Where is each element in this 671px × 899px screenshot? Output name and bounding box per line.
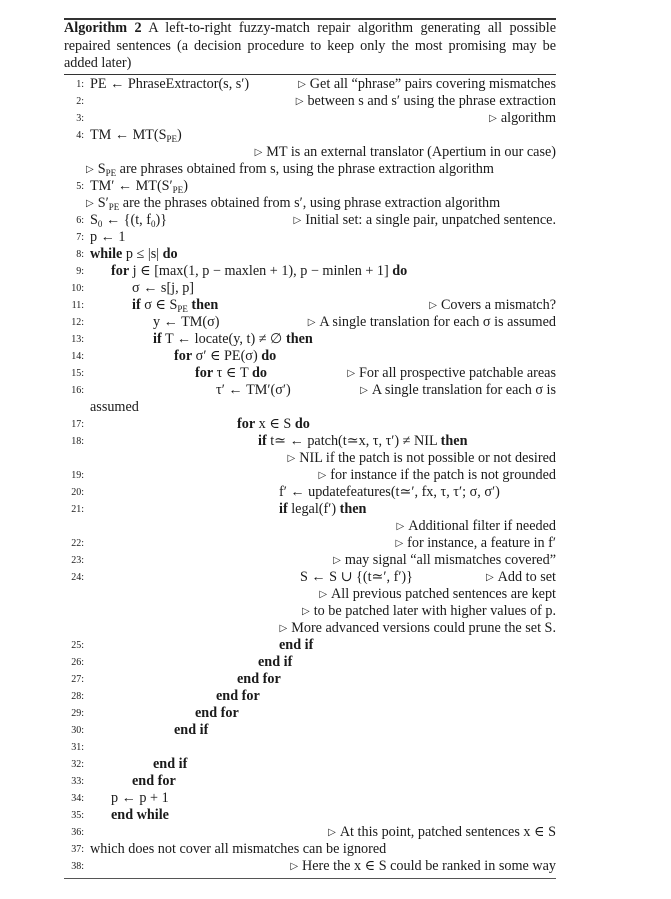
comment (255, 144, 556, 161)
keyword: do (261, 348, 277, 364)
algorithm-line (64, 637, 556, 654)
line-number: 35: (71, 810, 84, 821)
keyword: do (294, 416, 310, 432)
code-text: τ ∈ T (213, 365, 252, 381)
algorithm-line (64, 195, 556, 212)
comment-text: algorithm (500, 110, 556, 126)
code-statement (153, 331, 313, 348)
comment (280, 620, 556, 637)
code-text: S ← S ∪ {(t≃′, f′)} (300, 569, 413, 585)
code-statement (279, 637, 313, 654)
code-text: τ′ ← TM′(σ′) (216, 382, 291, 398)
keyword: end for (132, 773, 176, 789)
code-statement (132, 773, 176, 790)
line-number: 31: (71, 742, 84, 753)
algorithm-line (64, 790, 556, 807)
comment-text: Covers a mismatch? (440, 297, 556, 313)
comment (298, 76, 556, 93)
algorithm-line (64, 127, 556, 144)
code-subscript: 0 (150, 219, 156, 229)
comment-text: All previous patched sentences are kept (331, 586, 556, 602)
code-text: p ← p + 1 (111, 790, 169, 806)
algorithm-line (64, 229, 556, 246)
keyword: end if (258, 654, 293, 670)
line-number: 30: (71, 725, 84, 736)
algorithm-line (64, 246, 556, 263)
code-statement (111, 790, 169, 807)
keyword: end if (279, 637, 314, 653)
line-number: 34: (71, 793, 84, 804)
comment-text: Get all “phrase” pairs covering mismatches (309, 76, 556, 92)
line-number: 23: (71, 555, 84, 566)
code-statement (237, 416, 310, 433)
line-number: 29: (71, 708, 84, 719)
algorithm-line (64, 858, 556, 875)
comment-triangle-icon: ▷ (290, 861, 299, 872)
keyword: for (237, 416, 256, 432)
algorithm-line (64, 365, 556, 382)
algorithm-line (64, 76, 556, 93)
keyword: while (90, 246, 123, 262)
line-number: 36: (71, 827, 84, 838)
code-text: T ← locate(y, t) ≠ ∅ (161, 331, 286, 347)
algorithm-line (64, 807, 556, 824)
keyword: end if (153, 756, 188, 772)
comment (347, 365, 556, 382)
algorithm-line (64, 314, 556, 331)
code-text: which does not cover all mismatches can be ignored (90, 841, 387, 857)
comment-text: Additional filter if needed (408, 518, 556, 534)
algorithm-line (64, 450, 556, 467)
keyword: for (174, 348, 193, 364)
algorithm-line (64, 671, 556, 688)
line-number: 24: (71, 572, 84, 583)
comment (86, 195, 500, 212)
code-statement (279, 501, 366, 518)
comment-triangle-icon: ▷ (396, 521, 405, 532)
algorithm-line (64, 824, 556, 841)
line-number: 27: (71, 674, 84, 685)
code-statement (195, 705, 239, 722)
comment (486, 569, 556, 586)
code-statement (90, 76, 249, 93)
code-statement (258, 654, 292, 671)
keyword: do (392, 263, 408, 279)
algorithm-line (64, 569, 556, 586)
line-number: 7: (76, 232, 84, 243)
algorithm-line (64, 212, 556, 229)
algorithm-line (64, 433, 556, 450)
algorithm-line (64, 773, 556, 790)
line-number: 16: (71, 385, 84, 396)
line-number: 15: (71, 368, 84, 379)
comment (397, 518, 556, 535)
comment-text: Add to set (497, 569, 556, 585)
algorithm-line (64, 535, 556, 552)
code-text: y ← TM(σ) (153, 314, 220, 330)
line-number: 11: (71, 300, 84, 311)
algorithm-lines (64, 76, 556, 875)
algorithm-line (64, 161, 556, 178)
code-text-end: )} (155, 212, 168, 228)
algorithm-line (64, 705, 556, 722)
comment-triangle-icon: ▷ (287, 453, 296, 464)
algorithm-line (64, 756, 556, 773)
algorithm-line (64, 178, 556, 195)
comment-triangle-icon: ▷ (347, 368, 356, 379)
keyword: then (339, 501, 367, 517)
comment-triangle-icon: ▷ (307, 317, 316, 328)
algorithm-line (64, 297, 556, 314)
line-number: 1: (76, 79, 84, 90)
code-statement (279, 484, 500, 501)
code-text: σ ∈ S (140, 297, 178, 313)
caption-text: A left-to-right fuzzy-match repair algorithm generating all possible repaired sentences (a decision procedure to keep only the most promising may be added later) (64, 20, 556, 71)
comment-triangle-icon: ▷ (298, 79, 306, 90)
comment (294, 212, 556, 229)
bottom-rule (64, 878, 556, 879)
comment-text: At this point, patched sentences x ∈ S (339, 824, 556, 840)
keyword: then (440, 433, 468, 449)
caption-label: Algorithm 2 (64, 20, 142, 36)
algorithm-line (64, 688, 556, 705)
line-number: 33: (71, 776, 84, 787)
code-statement (300, 569, 413, 586)
keyword: for (111, 263, 130, 279)
code-text: j ∈ [max(1, p − maxlen + 1), p − minlen + 1] (129, 263, 393, 279)
line-number: 38: (71, 861, 84, 872)
comment (290, 858, 556, 875)
comment-triangle-icon: ▷ (360, 385, 368, 396)
keyword: for (195, 365, 214, 381)
code-text: p ≤ |s| (122, 246, 163, 262)
comment (302, 603, 556, 620)
code-subscript: PE (172, 185, 184, 195)
code-text: t≃ ← patch(t≃x, τ, τ′) ≠ NIL (266, 433, 441, 449)
keyword: if (153, 331, 162, 347)
code-statement (90, 246, 178, 263)
algorithm-line (64, 382, 556, 416)
comment-text: for instance, a feature in f′ (407, 535, 556, 551)
code-text: f′ ← updatefeatures(t≃′, fx, τ, τ′; σ, σ′) (279, 484, 500, 500)
line-number: 14: (71, 351, 84, 362)
comment-wrap: assumed (90, 399, 139, 415)
algorithm-line (64, 280, 556, 297)
comment-text: More advanced versions could prune the set S. (291, 620, 556, 636)
line-number: 2: (76, 96, 84, 107)
line-number: 20: (71, 487, 84, 498)
comment-triangle-icon: ▷ (328, 827, 336, 838)
algorithm-line (64, 552, 556, 569)
comment-text: S (97, 161, 106, 177)
line-number: 6: (76, 215, 84, 226)
comment-text: may signal “all mismatches covered” (344, 552, 556, 568)
comment (296, 93, 556, 110)
keyword: end for (237, 671, 281, 687)
keyword: if (258, 433, 267, 449)
comment-text: NIL if the patch is not possible or not desired (299, 450, 556, 466)
line-number: 4: (76, 130, 84, 141)
comment (86, 161, 494, 178)
code-text: TM′ ← MT(S′ (90, 178, 173, 194)
comment-triangle-icon: ▷ (333, 555, 341, 566)
comment (489, 110, 556, 127)
line-number: 22: (71, 538, 84, 549)
algorithm-line (64, 93, 556, 110)
comment-triangle-icon: ▷ (319, 589, 328, 600)
keyword: end while (111, 807, 169, 823)
algorithm-line (64, 518, 556, 535)
algorithm-line (64, 484, 556, 501)
code-text: PE ← PhraseExtractor(s, s′) (90, 76, 250, 92)
algorithm-line (64, 603, 556, 620)
algorithm-line (64, 467, 556, 484)
algorithm-line (64, 654, 556, 671)
line-number: 18: (71, 436, 84, 447)
comment-text: MT is an external translator (Apertium in our case) (266, 144, 556, 160)
code-text: legal(f′) (287, 501, 340, 517)
comment (395, 535, 556, 552)
line-number: 17: (71, 419, 84, 430)
code-statement (132, 280, 194, 297)
comment-triangle-icon: ▷ (302, 606, 310, 617)
keyword: do (251, 365, 267, 381)
algorithm-line (64, 416, 556, 433)
line-number: 32: (71, 759, 84, 770)
comment-text: A single translation for each σ is (371, 382, 556, 398)
comment (333, 552, 556, 569)
algorithm-line (64, 110, 556, 127)
algorithm-line (64, 144, 556, 161)
algorithm-line (64, 586, 556, 603)
code-text: σ ← s[j, p] (132, 280, 195, 296)
algorithm-line (64, 331, 556, 348)
comment-text: to be patched later with higher values of p. (313, 603, 556, 619)
code-subscript: PE (166, 134, 177, 144)
comment-triangle-icon: ▷ (485, 572, 494, 583)
comment (319, 586, 556, 603)
comment-triangle-icon: ▷ (295, 96, 304, 107)
keyword: if (279, 501, 288, 517)
keyword: if (132, 297, 141, 313)
comment-triangle-icon: ▷ (254, 147, 263, 158)
keyword: end for (195, 705, 239, 721)
comment-text: for instance if the patch is not grounded (330, 467, 556, 483)
comment-text: A single translation for each σ is assumed (319, 314, 556, 330)
comment (328, 824, 556, 841)
keyword: then (285, 331, 313, 347)
line-number: 26: (71, 657, 84, 668)
code-statement (195, 365, 267, 382)
line-number: 19: (71, 470, 84, 481)
comment-text: Here the x ∈ S could be ranked in some way (302, 858, 556, 874)
code-statement (90, 127, 182, 144)
code-statement (90, 178, 188, 195)
line-number: 3: (76, 113, 84, 124)
comment-triangle-icon: ▷ (86, 164, 94, 175)
code-statement (153, 314, 220, 331)
comment (429, 297, 556, 314)
keyword: end for (216, 688, 260, 704)
comment-subscript: PE (105, 168, 117, 178)
keyword: end if (174, 722, 209, 738)
line-number: 8: (76, 249, 84, 260)
line-number: 37: (71, 844, 84, 855)
algorithm-line (64, 263, 556, 280)
comment-text-end: are phrases obtained from s, using the phrase extraction algorithm (116, 161, 494, 177)
algorithm-line (64, 620, 556, 637)
comment-triangle-icon: ▷ (395, 538, 404, 549)
comment-text: Initial set: a single pair, unpatched sentence. (305, 212, 556, 228)
code-statement (216, 688, 260, 705)
algorithm-line (64, 722, 556, 739)
comment (308, 314, 556, 331)
algorithm-line (64, 348, 556, 365)
line-number: 28: (71, 691, 84, 702)
code-subscript: 0 (97, 219, 103, 229)
code-text-end: ) (176, 127, 182, 143)
comment-triangle-icon: ▷ (489, 113, 497, 124)
algorithm-caption (64, 20, 556, 73)
code-statement (258, 433, 467, 450)
code-text-end: ) (183, 178, 188, 194)
line-number: 21: (71, 504, 84, 515)
code-statement (111, 807, 169, 824)
code-statement (237, 671, 281, 688)
algorithm-line (64, 739, 556, 756)
comment-triangle-icon: ▷ (429, 300, 437, 311)
code-statement (153, 756, 187, 773)
code-subscript: PE (177, 304, 188, 314)
code-statement (174, 722, 208, 739)
code-statement (90, 212, 167, 229)
code-statement (90, 229, 125, 246)
comment-triangle-icon: ▷ (279, 623, 288, 634)
comment (288, 450, 556, 467)
code-statement (174, 348, 276, 365)
keyword: do (162, 246, 178, 262)
line-number: 9: (76, 266, 84, 277)
code-text: S (90, 212, 98, 228)
algorithm-line (64, 841, 556, 858)
comment-text-end: are the phrases obtained from s′, using phrase extraction algorithm (119, 195, 501, 211)
comment-text: S′ (97, 195, 109, 211)
code-text-end: ← {(t, f (102, 212, 151, 228)
algorithm-line (64, 501, 556, 518)
line-number: 13: (71, 334, 84, 345)
comment (360, 382, 556, 399)
comment-triangle-icon: ▷ (86, 198, 94, 209)
comment-text: between s and s′ using the phrase extraction (307, 93, 556, 109)
code-statement (90, 841, 386, 858)
line-number: 10: (71, 283, 84, 294)
code-text: p ← 1 (90, 229, 126, 245)
code-text: x ∈ S (255, 416, 295, 432)
code-statement (132, 297, 218, 314)
code-text: σ′ ∈ PE(σ) (192, 348, 262, 364)
keyword: then (187, 297, 219, 313)
caption-rule (64, 74, 556, 75)
comment-subscript: PE (108, 202, 120, 212)
code-statement (216, 382, 291, 399)
line-number: 5: (76, 181, 84, 192)
line-number: 25: (71, 640, 84, 651)
comment-triangle-icon: ▷ (293, 215, 302, 226)
comment (319, 467, 556, 484)
code-statement (111, 263, 407, 280)
comment-text: For all prospective patchable areas (359, 365, 556, 381)
line-number: 12: (71, 317, 84, 328)
comment-triangle-icon: ▷ (318, 470, 327, 481)
code-text: TM ← MT(S (90, 127, 167, 143)
